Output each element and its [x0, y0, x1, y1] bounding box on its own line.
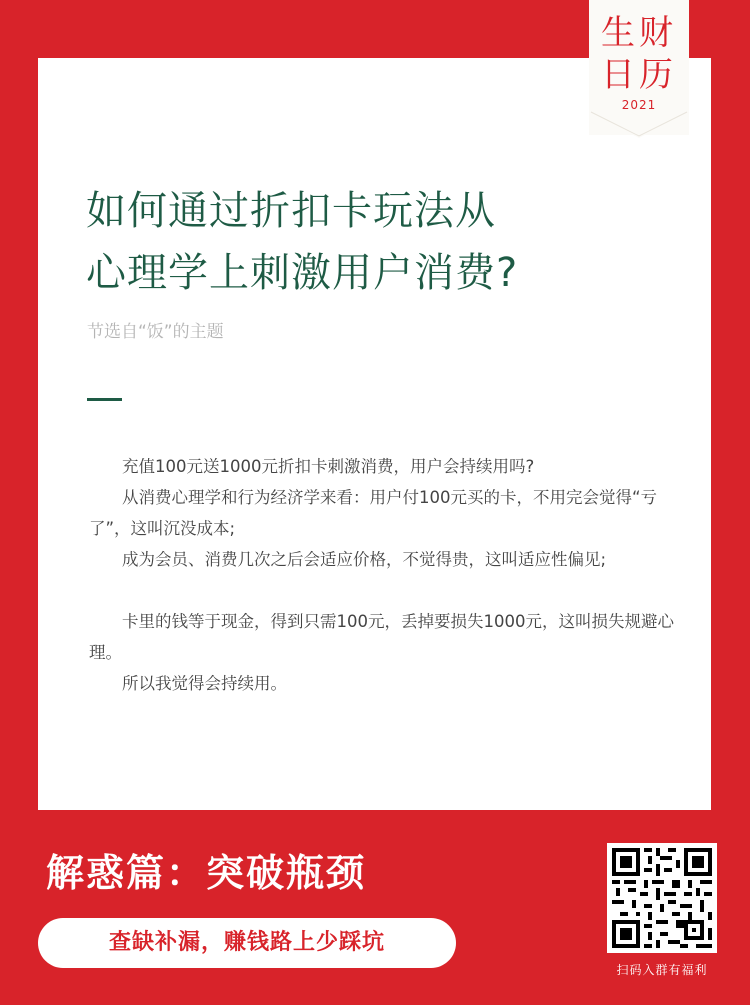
paragraph-2: 从消费心理学和行为经济学来看：用户付100元买的卡，不用完会觉得“亏了”，这叫沉没成本;	[89, 488, 658, 538]
logo-year: 2021	[621, 98, 657, 112]
article-subtitle: 节选自“饭”的主题	[87, 322, 224, 342]
logo-text-line-2: 日历	[601, 55, 677, 95]
paragraph-3: 成为会员、消费几次之后会适应价格，不觉得贵，这叫适应性偏见;	[89, 550, 607, 569]
qr-caption: 扫码入群有福利	[616, 963, 708, 977]
article-title-line-2: 心理学上刺激用户消费?	[86, 250, 519, 296]
paragraph-4: 卡里的钱等于现金，得到只需100元，丢掉要损失1000元，这叫损失规避心理。	[89, 612, 674, 662]
banner-pill-text: 查缺补漏，赚钱路上少踩坑	[108, 930, 385, 955]
title-divider	[87, 398, 122, 401]
banner-headline: 解惑篇：突破瓶颈	[46, 851, 367, 895]
calendar-logo-badge	[589, 0, 689, 135]
qr-code[interactable]	[607, 843, 717, 953]
article-card	[38, 55, 711, 810]
qr-code-icon	[612, 848, 712, 948]
logo-text-line-1: 生财	[601, 13, 677, 53]
banner-pill	[38, 918, 456, 968]
article-title-line-1: 如何通过折扣卡玩法从	[86, 188, 496, 234]
paragraph-5: 所以我觉得会持续用。	[89, 674, 287, 693]
paragraph-1: 充值100元送1000元折扣卡刺激消费，用户会持续用吗?	[89, 457, 535, 476]
